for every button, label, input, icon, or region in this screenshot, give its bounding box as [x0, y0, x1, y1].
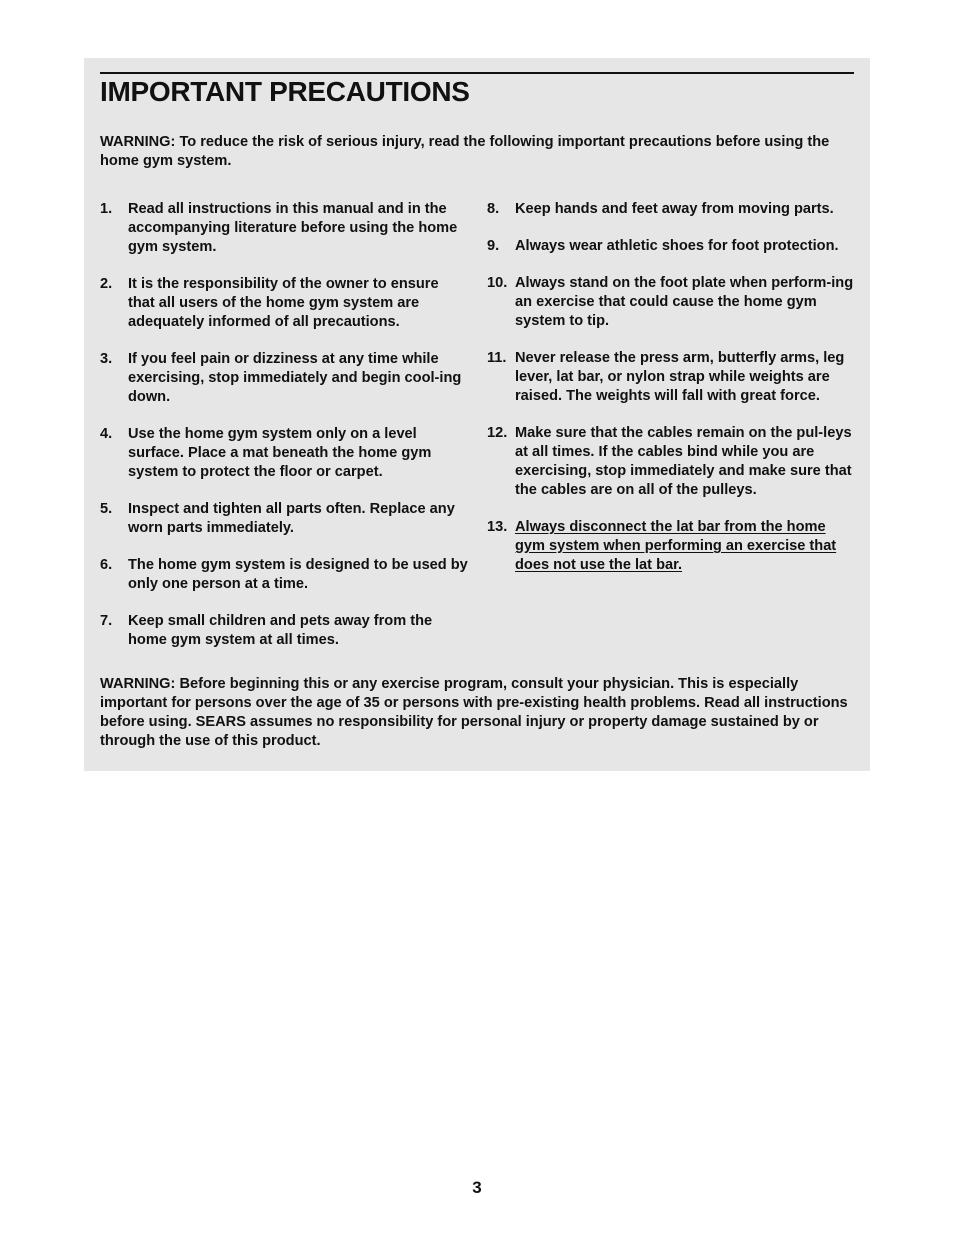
- precautions-list-right: [487, 200, 855, 593]
- item-number: 4.: [100, 426, 113, 442]
- list-item: [100, 275, 468, 332]
- item-number: 6.: [100, 557, 113, 573]
- item-number: 9.: [487, 238, 500, 254]
- item-number: 5.: [100, 501, 113, 517]
- list-item: [100, 425, 468, 482]
- page-number: 3: [472, 1178, 482, 1197]
- list-item: [487, 237, 855, 256]
- list-item: [487, 274, 855, 331]
- list-item: [487, 200, 855, 219]
- title-rule: [100, 72, 854, 74]
- item-number: 12.: [487, 425, 508, 441]
- list-item: [100, 612, 468, 650]
- item-number: 13.: [487, 519, 508, 535]
- item-text: The home gym system is designed to be used by only one person at a time.: [128, 557, 468, 592]
- item-text: Always disconnect the lat bar from the home gym system when performing an exercise that does not use the lat bar.: [515, 519, 837, 573]
- item-text: Never release the press arm, butterfly arms, leg lever, lat bar, or nylon strap while weights are raised. The weights will fall with great force.: [515, 350, 845, 404]
- list-item: [100, 350, 468, 407]
- list-item: [487, 424, 855, 500]
- warning-physician: WARNING: Before beginning this or any exercise program, consult your physician. This is especially important for persons over the age of 35 or persons with pre-existing health problems. Read all instructions before using. SEARS assumes no responsibility for personal injury or property damage sustained by or through the use of this product.: [100, 676, 848, 749]
- item-number: 10.: [487, 275, 508, 291]
- item-number: 7.: [100, 613, 113, 629]
- item-text: Always wear athletic shoes for foot protection.: [515, 238, 839, 254]
- precautions-list-left: [100, 200, 468, 668]
- page-title: IMPORTANT PRECAUTIONS: [100, 76, 470, 107]
- list-item: [100, 500, 468, 538]
- item-text: Always stand on the foot plate when perform-ing an exercise that could cause the home gym system to tip.: [515, 275, 854, 329]
- item-text: Read all instructions in this manual and in the accompanying literature before using the home gym system.: [128, 201, 458, 255]
- list-item: [487, 518, 855, 575]
- list-item: [487, 349, 855, 406]
- item-number: 2.: [100, 276, 113, 292]
- item-text: It is the responsibility of the owner to ensure that all users of the home gym system are adequately informed of all precautions.: [128, 276, 439, 330]
- warning-intro: WARNING: To reduce the risk of serious injury, read the following important precautions before using the home gym system.: [100, 134, 830, 169]
- item-text: Inspect and tighten all parts often. Replace any worn parts immediately.: [128, 501, 455, 536]
- item-text: Use the home gym system only on a level surface. Place a mat beneath the home gym system to protect the floor or carpet.: [128, 426, 432, 480]
- item-text: Keep small children and pets away from the home gym system at all times.: [128, 613, 433, 648]
- list-item: [100, 200, 468, 257]
- item-number: 11.: [487, 350, 507, 366]
- list-item: [100, 556, 468, 594]
- item-number: 1.: [100, 201, 113, 217]
- item-number: 3.: [100, 351, 113, 367]
- item-text: Make sure that the cables remain on the pul-leys at all times. If the cables bind while you are exercising, stop immediately and make sure that the cables are on all of the pulleys.: [515, 425, 852, 498]
- item-number: 8.: [487, 201, 500, 217]
- item-text: If you feel pain or dizziness at any time while exercising, stop immediately and begin cool-ing down.: [128, 351, 462, 405]
- item-text: Keep hands and feet away from moving parts.: [515, 201, 834, 217]
- precautions-panel: [84, 58, 870, 771]
